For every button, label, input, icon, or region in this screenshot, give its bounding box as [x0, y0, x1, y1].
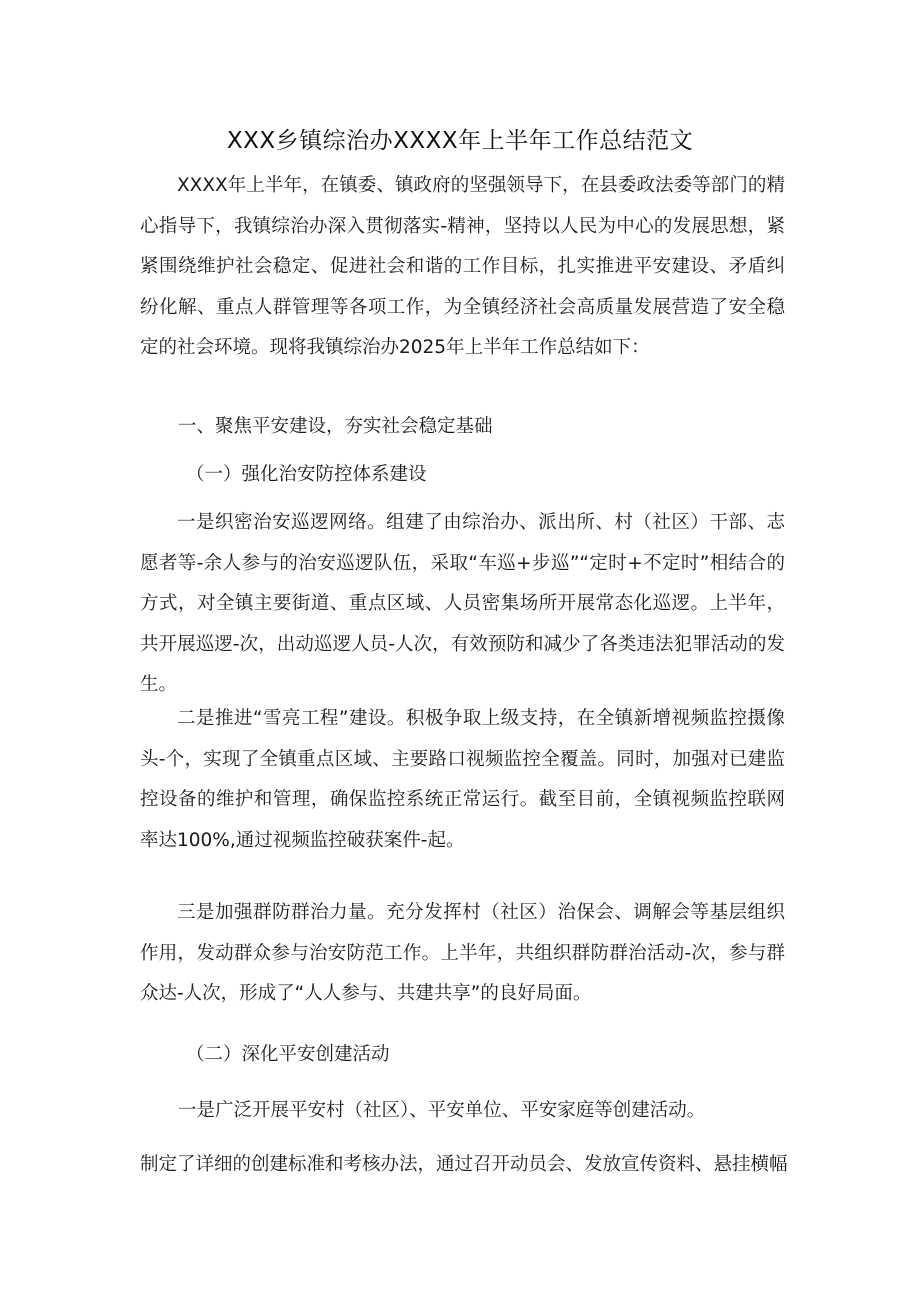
- subsection-2-paragraph-1: 一是广泛开展平安村（社区）、平安单位、平安家庭等创建活动。: [178, 1100, 706, 1121]
- subsection-2-heading: （二）深化平安创建活动: [186, 1044, 390, 1065]
- intro-paragraph: XXXX年上半年，在镇委、镇政府的坚强领导下，在县委政法委等部门的精心指导下，我镇综治办深入贯彻落实-精神，坚持以人民为中心的发展思想，紧紧围绕维护社会稳定、促进社会和谐的工作目标，扎实推进平安建设、矛盾纠纷化解、重点人群管理等各项工作，为全镇经济社会高质量发展营造了安全稳定的社会环境。现将我镇综治办2025年上半年工作总结如下：: [140, 175, 785, 359]
- subsection-1-paragraph-1: 一是织密治安巡逻网络。组建了由综治办、派出所、村（社区）干部、志愿者等-余人参与的治安巡逻队伍，采取“车巡+步巡”“定时+不定时”相结合的方式，对全镇主要街道、重点区域、人员密集场所开展常态化巡逻。上半年，共开展巡逻-次，出动巡逻人员-人次，有效预防和减少了各类违法犯罪活动的发生。: [140, 512, 785, 696]
- subsection-1-paragraph-3: 三是加强群防群治力量。充分发挥村（社区）治保会、调解会等基层组织作用，发动群众参与治安防范工作。上半年，共组织群防群治活动-次，参与群众达-人次，形成了“人人参与、共建共享”的良好局面。: [140, 902, 785, 1005]
- document-title: XXX乡镇综治办XXXX年上半年工作总结范文: [226, 128, 694, 154]
- section-1-heading: 一、聚焦平安建设，夯实社会稳定基础: [178, 416, 493, 437]
- subsection-1-heading: （一）强化治安防控体系建设: [186, 464, 427, 485]
- subsection-2-paragraph-1-continued: 制定了详细的创建标准和考核办法，通过召开动员会、发放宣传资料、悬挂横幅: [140, 1154, 788, 1175]
- subsection-1-paragraph-2: 二是推进“雪亮工程”建设。积极争取上级支持，在全镇新增视频监控摄像头-个，实现了全镇重点区域、主要路口视频监控全覆盖。同时，加强对已建监控设备的维护和管理，确保监控系统正常运行。截至目前，全镇视频监控联网率达100%,通过视频监控破获案件-起。: [140, 708, 785, 851]
